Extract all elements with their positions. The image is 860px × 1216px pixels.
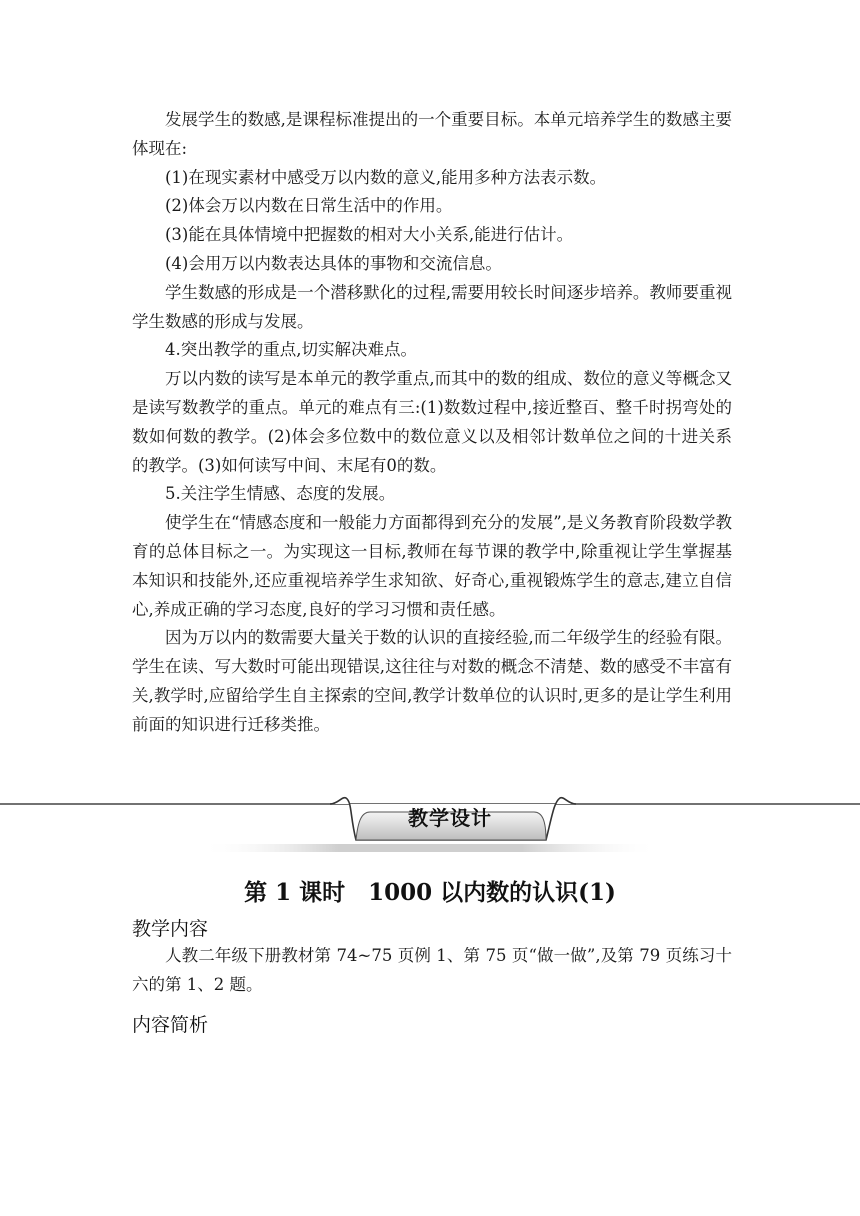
paragraph: 发展学生的数感,是课程标准提出的一个重要目标。本单元培养学生的数感主要体现在: bbox=[132, 110, 732, 158]
content-text bbox=[132, 942, 732, 1000]
paragraph: 人教二年级下册教材第 74~75 页例 1、第 75 页“做一做”,及第 79 页练习十六的第 1、2 题。 bbox=[132, 946, 732, 994]
section-banner-title: 教学设计 bbox=[408, 806, 492, 830]
paragraph: 因为万以内的数需要大量关于数的认识的直接经验,而二年级学生的经验有限。学生在读、写大数时可能出现错误,这往往与对数的概念不清楚、数的感受不丰富有关,教学时,应留给学生自主探索的空间,教学计数单位的认识时,更多的是让学生利用前面的知识进行迁移类推。 bbox=[132, 628, 732, 734]
section-banner bbox=[0, 790, 860, 860]
paragraph: 万以内数的读写是本单元的教学重点,而其中的数的组成、数位的意义等概念又是读写数教学的重点。单元的难点有三:(1)数数过程中,接近整百、整千时拐弯处的数如何数的教学。(2)体会多位数中的数位意义以及相邻计数单位之间的十进关系的教学。(3)如何读写中间、末尾有0的数。 bbox=[132, 369, 732, 475]
list-item: (3)能在具体情境中把握数的相对大小关系,能进行估计。 bbox=[165, 225, 574, 245]
paragraph: 5.关注学生情感、态度的发展。 bbox=[165, 484, 396, 504]
paragraph: 4.突出教学的重点,切实解决难点。 bbox=[165, 340, 417, 360]
lesson-title: 第 1 课时 1000 以内数的认识(1) bbox=[244, 879, 616, 906]
paragraph: 学生数感的形成是一个潜移默化的过程,需要用较长时间逐步培养。教师要重视学生数感的形成与发展。 bbox=[132, 282, 732, 331]
heading-content-analysis: 内容简析 bbox=[132, 1014, 209, 1036]
heading-teaching-content: 教学内容 bbox=[132, 918, 209, 940]
list-item: (1)在现实素材中感受万以内数的意义,能用多种方法表示数。 bbox=[165, 167, 607, 187]
body-text bbox=[132, 106, 732, 740]
paragraph: 使学生在“情感态度和一般能力方面都得到充分的发展”,是义务教育阶段数学教育的总体目标之一。为实现这一目标,教师在每节课的教学中,除重视让学生掌握基本知识和技能外,还应重视培养学生求知欲、好奇心,重视锻炼学生的意志,建立自信心,养成正确的学习态度,良好的学习习惯和责任感。 bbox=[132, 513, 732, 619]
list-item: (4)会用万以内数表达具体的事物和交流信息。 bbox=[165, 253, 502, 273]
list-item: (2)体会万以内数在日常生活中的作用。 bbox=[165, 196, 453, 216]
